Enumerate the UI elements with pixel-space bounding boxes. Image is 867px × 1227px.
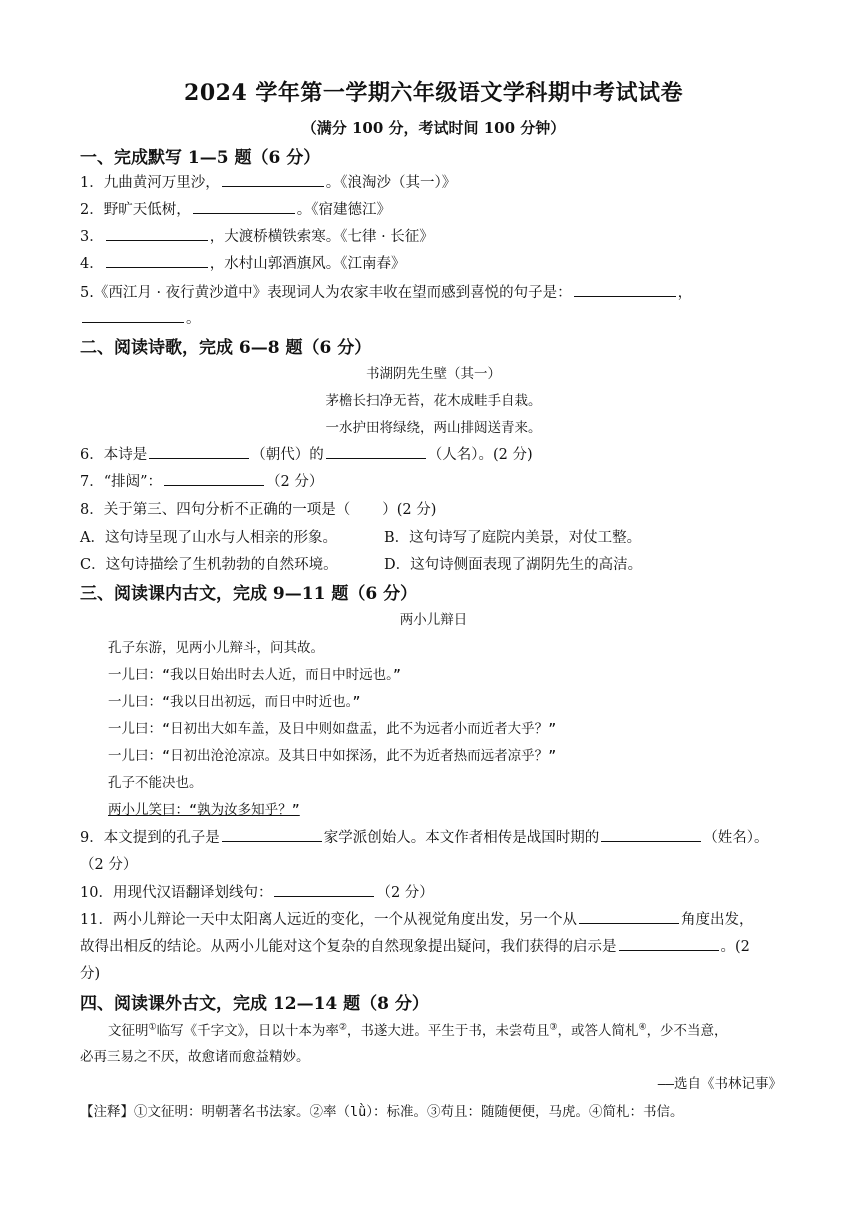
question-3: 3． ，大渡桥横铁索寒。《七律 · 长征》: [80, 225, 434, 246]
passage-line: 一儿曰：“我以日始出时去人近，而日中时远也。”: [108, 667, 402, 683]
question-6: 6．本诗是 （朝代）的 （人名）。(2 分): [80, 443, 533, 464]
option-b[interactable]: B．这句诗写了庭院内美景，对仗工整。: [384, 530, 642, 546]
passage-line: 一儿曰：“日初出沧沧凉凉。及其日中如探汤，此不为近者热而远者凉乎？”: [108, 748, 557, 764]
answer-blank[interactable]: [579, 909, 679, 924]
question-7: 7．“排闼”： （2 分）: [80, 470, 323, 491]
question-8: 8．关于第三、四句分析不正确的一项是（ ）(2 分): [80, 502, 437, 518]
option-d[interactable]: D．这句诗侧面表现了湖阴先生的高洁。: [384, 557, 643, 573]
passage2-line-2: 必再三易之不厌，故愈诸而愈益精妙。: [80, 1049, 310, 1065]
section-heading-4: 四、阅读课外古文，完成 12—14 题（8 分）: [80, 994, 429, 1014]
answer-blank[interactable]: [149, 444, 249, 459]
passage-title: 两小儿辩日: [399, 612, 468, 628]
question-9-score: （2 分）: [80, 857, 138, 873]
section-heading-2: 二、阅读诗歌，完成 6—8 题（6 分）: [80, 338, 372, 358]
page-title: 2024 学年第一学期六年级语文学科期中考试试卷: [184, 80, 683, 106]
question-5-cont: 。: [80, 307, 201, 328]
answer-blank[interactable]: [619, 936, 719, 951]
answer-blank[interactable]: [222, 172, 324, 187]
option-c[interactable]: C．这句诗描绘了生机勃勃的自然环境。: [80, 557, 338, 573]
answer-blank[interactable]: [222, 827, 322, 842]
question-10: 10．用现代汉语翻译划线句： （2 分）: [80, 881, 434, 902]
passage2-source: ——选自《书林记事》: [657, 1076, 782, 1092]
answer-blank[interactable]: [326, 444, 426, 459]
question-5: 5.《西江月 · 夜行黄沙道中》表现词人为农家丰收在望而感到喜悦的句子是： ，: [80, 281, 692, 302]
question-11-cont: 故得出相反的结论。从两小儿能对这个复杂的自然现象提出疑问，我们获得的启示是 。(2: [80, 935, 750, 956]
page-subtitle: （满分 100 分，考试时间 100 分钟）: [301, 119, 566, 137]
question-9: 9．本文提到的孔子是 家学派创始人。本文作者相传是战国时期的 （姓名）。: [80, 826, 768, 847]
answer-blank[interactable]: [601, 827, 701, 842]
section-heading-3: 三、阅读课内古文，完成 9—11 题（6 分）: [80, 584, 418, 604]
poem-line-2: 一水护田将绿绕，两山排闼送青来。: [325, 420, 542, 436]
passage-line: 一儿曰：“日初出大如车盖，及日中则如盘盂，此不为远者小而近者大乎？”: [108, 721, 557, 737]
question-11-score: 分): [80, 966, 101, 982]
answer-blank[interactable]: [193, 199, 295, 214]
option-a[interactable]: A．这句诗呈现了山水与人相亲的形象。: [80, 530, 337, 546]
answer-blank[interactable]: [106, 226, 208, 241]
passage-line: 孔子不能决也。: [108, 775, 203, 791]
answer-blank[interactable]: [274, 882, 374, 897]
question-1: 1．九曲黄河万里沙， 。《浪淘沙（其一）》: [80, 171, 456, 192]
question-2: 2．野旷天低树， 。《宿建德江》: [80, 198, 391, 219]
poem-title: 书湖阴先生壁（其一）: [366, 366, 501, 382]
underlined-sentence: 两小儿笑曰：“孰为汝多知乎？”: [108, 802, 300, 818]
answer-blank[interactable]: [82, 308, 184, 323]
question-4: 4． ，水村山郭酒旗风。《江南春》: [80, 252, 405, 273]
answer-blank[interactable]: [574, 282, 676, 297]
answer-blank[interactable]: [164, 471, 264, 486]
passage-line: 孔子东游，见两小儿辩斗，问其故。: [108, 640, 324, 656]
answer-blank[interactable]: [106, 253, 208, 268]
passage2-line-1: 文征明①临写《千字文》，日以十本为率②，书遂大进。平生于书，未尝苟且③，或答人简札④，少不当意，: [108, 1022, 728, 1039]
section-heading-1: 一、完成默写 1—5 题（6 分）: [80, 148, 321, 168]
passage-line: 一儿曰：“我以日出初远，而日中时近也。”: [108, 694, 361, 710]
question-11: 11．两小儿辩论一天中太阳离人远近的变化，一个从视觉角度出发，另一个从 角度出发，: [80, 908, 753, 929]
poem-line-1: 茅檐长扫净无苔，花木成畦手自栽。: [325, 393, 542, 409]
annotation-note: 【注释】①文征明：明朝著名书法家。②率（lǜ）：标准。③苟且：随随便便，马虎。④简札：书信。: [80, 1104, 684, 1120]
